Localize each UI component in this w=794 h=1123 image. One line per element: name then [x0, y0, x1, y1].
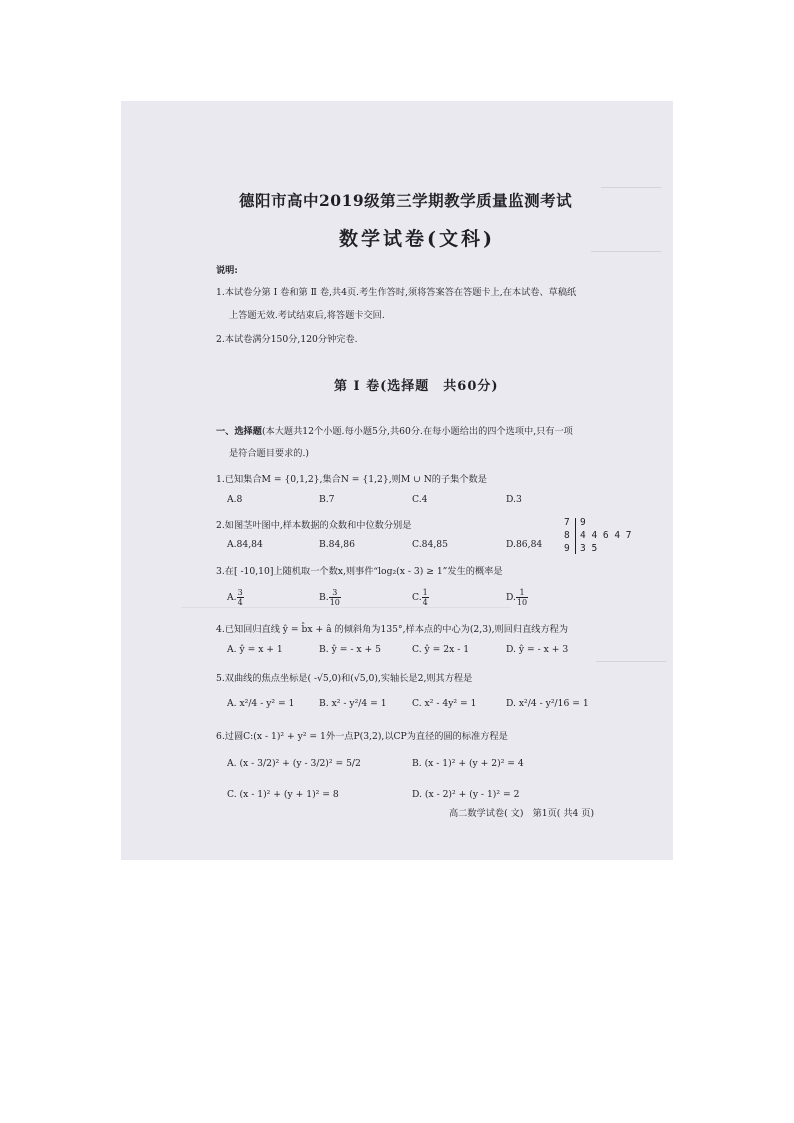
question-4-option-a: A. ŷ = x + 1	[227, 644, 283, 655]
question-6-option-b: B. (x - 1)² + (y + 2)² = 4	[412, 758, 524, 769]
fraction	[329, 588, 341, 607]
fraction-denominator: 4	[422, 598, 428, 607]
question-6-option-a: A. (x - 3/2)² + (y - 3/2)² = 5/2	[227, 758, 361, 769]
part-1-label: 一、选择题	[216, 426, 262, 437]
question-3-option-d	[506, 588, 528, 607]
question-3-option-c	[412, 588, 429, 607]
question-2-stem: 2.如图茎叶图中,样本数据的众数和中位数分别是	[216, 520, 412, 531]
exam-title: 德阳市高中2019级第三学期教学质量监测考试	[239, 191, 573, 210]
question-1-option-d: D.3	[506, 494, 522, 505]
stem-leaf-divider	[575, 518, 576, 554]
question-4-stem: 4.已知回归直线 ŷ = b̂x + â 的倾斜角为135°,样本点的中心为(2,3),则回归直线方程为	[216, 624, 569, 635]
part-1-intro	[216, 423, 573, 437]
question-1-option-a: A.8	[227, 494, 243, 505]
fraction-denominator: 4	[237, 598, 243, 607]
notes-item-2: 2.本试卷满分150分,120分钟完卷.	[216, 334, 358, 345]
fraction-numerator: 1	[516, 588, 528, 598]
exam-subtitle: 数学试卷(文科)	[339, 228, 495, 250]
part-1-desc: (本大题共12个小题.每小题5分,共60分.在每小题给出的四个选项中,只有一项	[261, 426, 573, 437]
leaf-values: 3 5	[580, 543, 598, 554]
question-3-option-a	[227, 588, 244, 607]
option-letter: D.	[506, 592, 516, 603]
option-letter: C.	[412, 592, 422, 603]
question-5-option-b: B. x² - y²/4 = 1	[319, 698, 387, 709]
option-letter: B.	[319, 592, 329, 603]
notes-item-1-cont: 上答题无效.考试结束后,将答题卡交回.	[229, 310, 385, 321]
question-6-stem: 6.过圆C:(x - 1)² + y² = 1外一点P(3,2),以CP为直径的圆的标准方程是	[216, 731, 508, 742]
bleed-through-mark	[596, 661, 666, 662]
question-1-option-b: B.7	[319, 494, 335, 505]
question-1-option-c: C.4	[412, 494, 428, 505]
question-1-stem: 1.已知集合M = {0,1,2},集合N = {1,2},则M ∪ N的子集个数是	[216, 474, 487, 485]
question-5-option-d: D. x²/4 - y²/16 = 1	[506, 698, 589, 709]
leaf-values: 9	[580, 517, 586, 528]
option-letter: A.	[227, 592, 237, 603]
question-6-option-c: C. (x - 1)² + (y + 1)² = 8	[227, 789, 339, 800]
stem-value: 7	[564, 517, 570, 528]
question-3-option-b	[319, 588, 341, 607]
question-5-option-a: A. x²/4 - y² = 1	[227, 698, 295, 709]
stem-value: 9	[564, 543, 570, 554]
fraction-numerator: 1	[422, 588, 428, 597]
question-2-option-d: D.86,84	[506, 539, 543, 550]
notes-item-1: 1.本试卷分第 Ⅰ 卷和第 Ⅱ 卷,共4页.考生作答时,须将答案答在答题卡上,在本试卷、草稿纸	[216, 287, 577, 298]
question-2-option-a: A.84,84	[227, 539, 263, 550]
fraction-numerator: 3	[237, 588, 243, 597]
stem-leaf-plot	[564, 516, 644, 556]
question-2-option-c: C.84,85	[412, 539, 448, 550]
question-4-option-d: D. ŷ = - x + 3	[506, 644, 569, 655]
part-1-desc-cont: 是符合题目要求的.)	[229, 448, 310, 459]
scanned-exam-page	[121, 101, 673, 860]
question-5-stem: 5.双曲线的焦点坐标是( -√5,0)和(√5,0),实轴长是2,则其方程是	[216, 673, 473, 684]
question-4-option-c: C. ŷ = 2x - 1	[412, 644, 470, 655]
bleed-through-mark	[591, 251, 661, 252]
stem-value: 8	[564, 530, 570, 541]
fraction	[516, 588, 528, 607]
leaf-values: 4 4 6 4 7	[580, 530, 632, 541]
fraction	[422, 588, 429, 607]
bleed-through-mark	[181, 607, 511, 608]
notes-heading: 说明:	[216, 265, 238, 276]
section-1-title: 第 Ⅰ 卷(选择题 共60分)	[334, 379, 499, 394]
question-3-stem: 3.在[ -10,10]上随机取一个数x,则事件“log₂(x - 3) ≥ 1”发生的概率是	[216, 566, 503, 577]
question-2-option-b: B.84,86	[319, 539, 355, 550]
question-5-option-c: C. x² - 4y² = 1	[412, 698, 477, 709]
bleed-through-mark	[601, 187, 661, 188]
fraction	[237, 588, 244, 607]
question-4-option-b: B. ŷ = - x + 5	[319, 644, 381, 655]
fraction-denominator: 10	[329, 598, 340, 607]
question-6-option-d: D. (x - 2)² + (y - 1)² = 2	[412, 789, 520, 800]
page-footer: 高二数学试卷( 文) 第1页( 共4 页)	[449, 808, 595, 819]
fraction-denominator: 10	[516, 598, 528, 607]
fraction-numerator: 3	[329, 588, 341, 598]
